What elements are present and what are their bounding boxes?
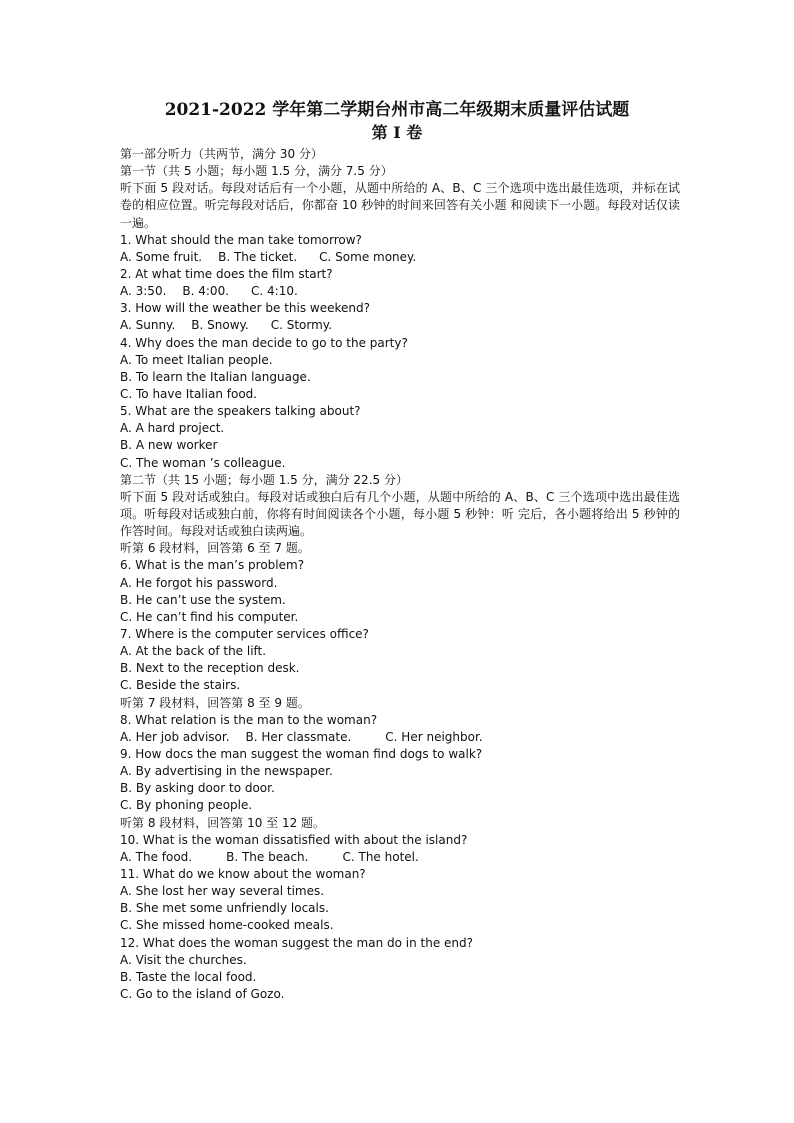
option-2a: A. 3:50. bbox=[120, 284, 167, 299]
question-3: 3. How will the weather be this weekend? bbox=[120, 301, 370, 316]
option-7c: C. Beside the stairs. bbox=[120, 678, 241, 693]
option-4c: C. To have Italian food. bbox=[120, 387, 258, 402]
question-10: 10. What is the woman dissatisfied with about the island? bbox=[120, 832, 468, 847]
option-8c: C. Her neighbor. bbox=[385, 729, 483, 744]
options-row-10 bbox=[120, 849, 680, 866]
question-4: 4. Why does the man decide to go to the party? bbox=[120, 335, 408, 350]
option-10a: A. The food. bbox=[120, 849, 193, 864]
question-8: 8. What relation is the man to the woman? bbox=[120, 712, 378, 727]
option-8a: A. Her job advisor. bbox=[120, 729, 230, 744]
question-7: 7. Where is the computer services office? bbox=[120, 627, 369, 642]
option-10b: B. The beach. bbox=[226, 849, 309, 864]
option-4a: A. To meet Italian people. bbox=[120, 352, 273, 367]
option-12b: B. Taste the local food. bbox=[120, 969, 257, 984]
option-1a: A. Some fruit. bbox=[120, 249, 203, 264]
option-6c: C. He can’t find his computer. bbox=[120, 609, 299, 624]
options-row-1 bbox=[120, 249, 680, 266]
option-12c: C. Go to the island of Gozo. bbox=[120, 986, 285, 1001]
option-7a: A. At the back of the lift. bbox=[120, 644, 267, 659]
options-row-3 bbox=[120, 317, 680, 334]
question-1: 1. What should the man take tomorrow? bbox=[120, 232, 362, 247]
option-2b: B. 4:00. bbox=[182, 284, 230, 299]
option-6a: A. He forgot his password. bbox=[120, 575, 278, 590]
exam-volume-label: 第 I 卷 bbox=[371, 123, 423, 142]
option-6b: B. He can’t use the system. bbox=[120, 592, 286, 607]
option-3a: A. Sunny. bbox=[120, 318, 176, 333]
material-7-heading: 听第 7 段材料，回答第 8 至 9 题。 bbox=[120, 695, 310, 710]
part-heading: 第一部分听力（共两节，满分 30 分） bbox=[120, 147, 323, 161]
option-5a: A. A hard project. bbox=[120, 421, 225, 436]
section1-heading: 第一节（共 5 小题；每小题 1.5 分，满分 7.5 分） bbox=[120, 164, 393, 179]
options-row-2 bbox=[120, 283, 680, 300]
question-6: 6. What is the man’s problem? bbox=[120, 558, 305, 573]
exam-title: 2021-2022 学年第二学期台州市高二年级期末质量评估试题 bbox=[164, 100, 630, 120]
question-2: 2. At what time does the film start? bbox=[120, 267, 333, 282]
option-5b: B. A new worker bbox=[120, 438, 218, 453]
material-6-heading: 听第 6 段材料，回答第 6 至 7 题。 bbox=[120, 541, 310, 556]
options-row-8 bbox=[120, 729, 680, 746]
option-12a: A. Visit the churches. bbox=[120, 952, 247, 967]
option-1c: C. Some money. bbox=[319, 249, 417, 264]
option-3b: B. Snowy. bbox=[191, 318, 249, 333]
option-9a: A. By advertising in the newspaper. bbox=[120, 764, 333, 779]
option-1b: B. The ticket. bbox=[218, 249, 298, 264]
question-5: 5. What are the speakers talking about? bbox=[120, 404, 361, 419]
option-8b: B. Her classmate. bbox=[245, 729, 352, 744]
material-8-heading: 听第 8 段材料，回答第 10 至 12 题。 bbox=[120, 815, 326, 830]
option-11c: C. She missed home-cooked meals. bbox=[120, 918, 334, 933]
exam-body bbox=[120, 146, 680, 1003]
option-11b: B. She met some unfriendly locals. bbox=[120, 901, 329, 916]
option-9b: B. By asking door to door. bbox=[120, 781, 275, 796]
option-2c: C. 4:10. bbox=[251, 284, 298, 299]
section2-instruction: 听下面 5 段对话或独白。每段对话或独白后有几个小题，从题中所给的 A、B、C 三个选项中选出最佳选项。听每段对话或独白前，你将有时间阅读各个小题，每小题 5 秒钟：听 完后，各小题将给出 5 秒钟的作答时间。每段对话或独白读两遍。 bbox=[120, 489, 680, 539]
option-5c: C. The woman ’s colleague. bbox=[120, 455, 286, 470]
option-3c: C. Stormy. bbox=[270, 318, 333, 333]
question-12: 12. What does the woman suggest the man do in the end? bbox=[120, 935, 474, 950]
section2-heading: 第二节（共 15 小题；每小题 1.5 分，满分 22.5 分） bbox=[120, 472, 408, 487]
option-11a: A. She lost her way several times. bbox=[120, 884, 325, 899]
question-9: 9. How docs the man suggest the woman find dogs to walk? bbox=[120, 747, 483, 762]
option-10c: C. The hotel. bbox=[342, 849, 419, 864]
option-4b: B. To learn the Italian language. bbox=[120, 369, 311, 384]
option-7b: B. Next to the reception desk. bbox=[120, 661, 300, 676]
section1-instruction: 听下面 5 段对话。每段对话后有一个小题，从题中所给的 A、B、C 三个选项中选出最佳选项，并标在试卷的相应位置。听完每段对话后，你都奋 10 秒钟的时间来回答有关小题 和阅读下一小题。每段对话仅读一遍。 bbox=[120, 181, 680, 230]
option-9c: C. By phoning people. bbox=[120, 798, 253, 813]
question-11: 11. What do we know about the woman? bbox=[120, 867, 366, 881]
